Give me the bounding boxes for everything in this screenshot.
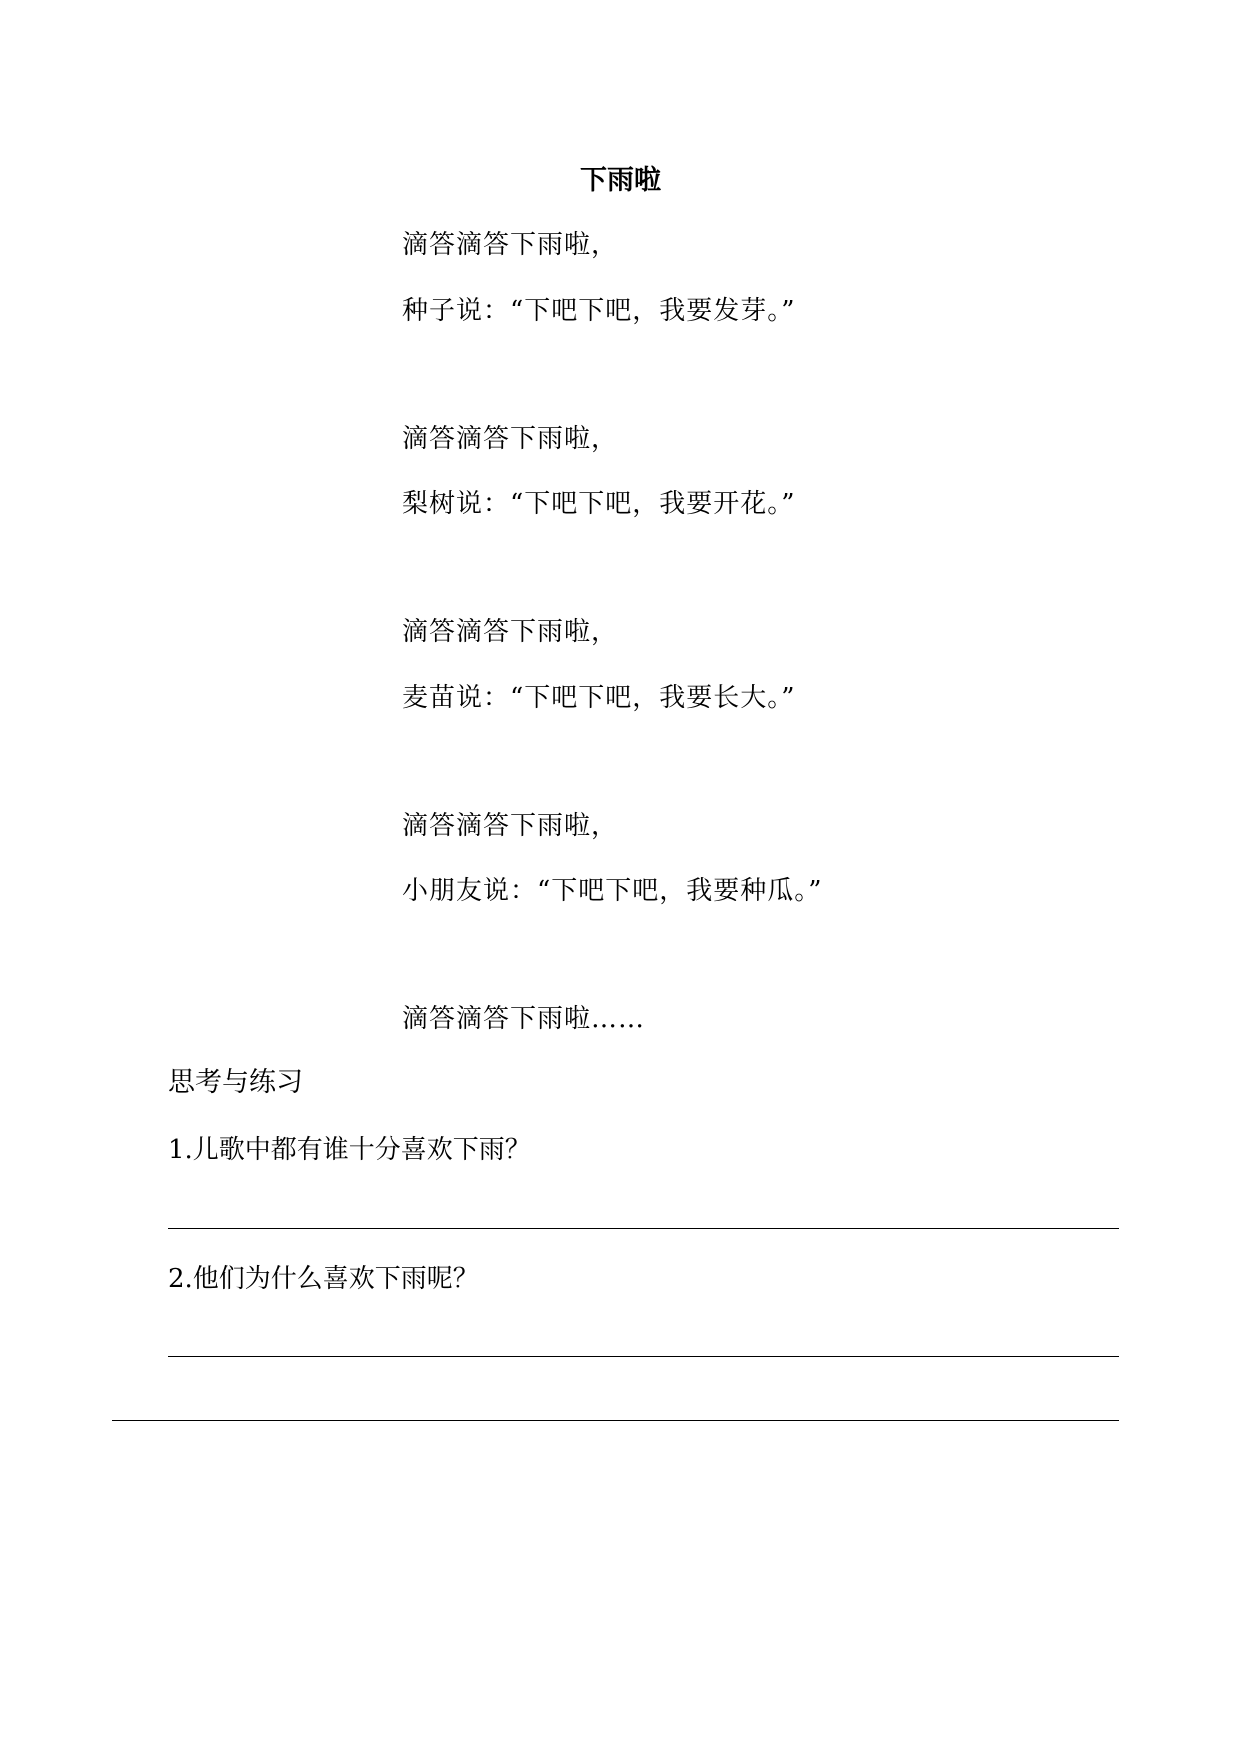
poem-title: 下雨啦: [580, 165, 661, 196]
poem-line: 滴答滴答下雨啦，: [402, 617, 619, 647]
exercise-heading: 思考与练习: [168, 1067, 303, 1098]
question-1: 1.儿歌中都有谁十分喜欢下雨？: [168, 1135, 531, 1165]
poem-line: 麦苗说：“下吧下吧，我要长大。”: [402, 683, 796, 713]
answer-line-2[interactable]: [168, 1356, 1119, 1357]
poem-line: 滴答滴答下雨啦，: [402, 230, 619, 260]
poem-line: 滴答滴答下雨啦，: [402, 811, 619, 841]
footer-rule: [112, 1420, 1119, 1421]
poem-line: 种子说：“下吧下吧，我要发芽。”: [402, 296, 796, 326]
answer-line-1[interactable]: [168, 1228, 1119, 1229]
poem-line: 滴答滴答下雨啦……: [402, 1004, 646, 1034]
question-2: 2.他们为什么喜欢下雨呢？: [168, 1264, 479, 1294]
poem-line: 滴答滴答下雨啦，: [402, 424, 619, 454]
poem-line: 小朋友说：“下吧下吧，我要种瓜。”: [402, 876, 823, 906]
poem-line: 梨树说：“下吧下吧，我要开花。”: [402, 489, 796, 519]
